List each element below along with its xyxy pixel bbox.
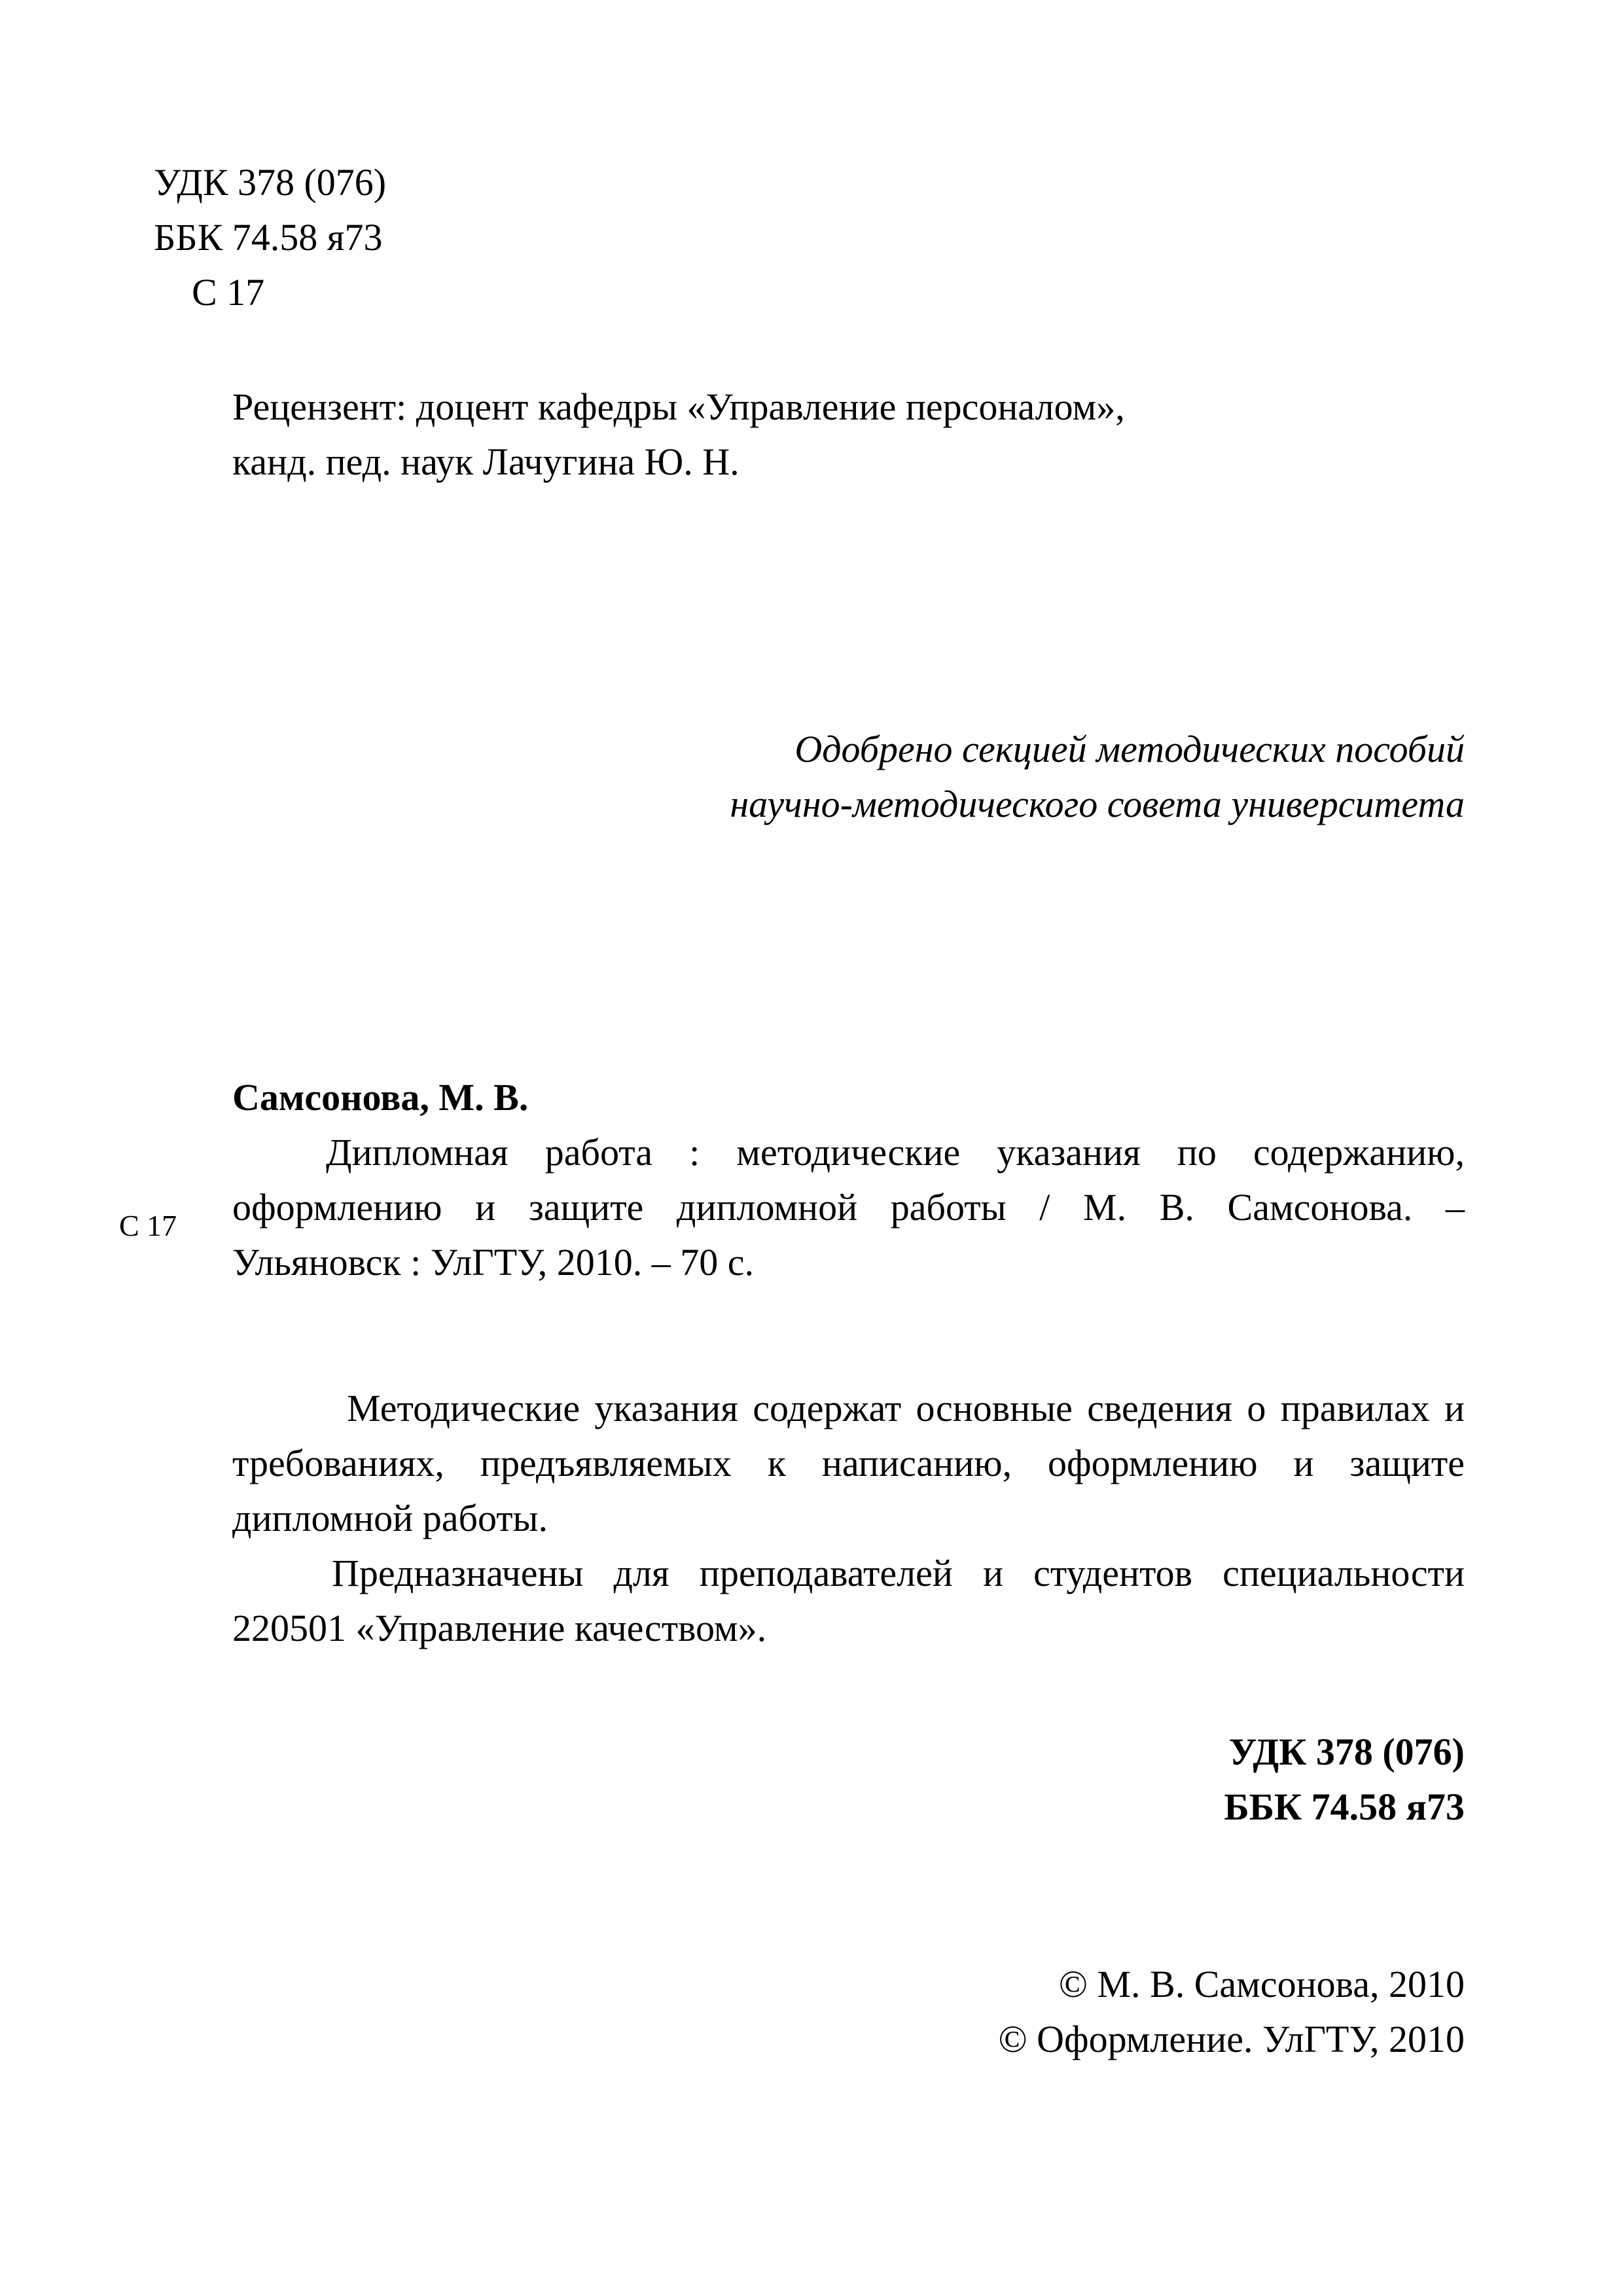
bibliographic-line-2: оформлению и защите дипломной работы / М. В. Самсонова. –	[232, 1186, 1465, 1229]
side-author-mark: С 17	[119, 1209, 177, 1242]
reviewer-line-2: канд. пед. наук Лачугина Ю. Н.	[232, 440, 740, 483]
annotation-p2-line-1: Предназначены для преподавателей и студентов специальности	[332, 1552, 1465, 1594]
bibliographic-line-3: Ульяновск : УлГТУ, 2010. – 70 с.	[232, 1241, 754, 1283]
approval-line-2: научно-методического совета университета	[730, 783, 1465, 825]
annotation-p1-line-1: Методические указания содержат основные сведения о правилах и	[347, 1387, 1465, 1429]
bbk-bottom: ББК 74.58 я73	[1224, 1785, 1465, 1828]
annotation-paragraph-1	[232, 1381, 1465, 1546]
author-heading: Самсонова, М. В.	[232, 1076, 529, 1119]
udk-top: УДК 378 (076)	[154, 161, 387, 204]
bibliographic-description	[232, 1125, 1465, 1290]
bbk-top: ББК 74.58 я73	[154, 216, 383, 259]
copyright-author: © М. В. Самсонова, 2010	[1058, 1963, 1465, 2005]
copyright-design: © Оформление. УлГТУ, 2010	[998, 2018, 1465, 2060]
udk-bottom: УДК 378 (076)	[1228, 1731, 1465, 1773]
reviewer-line-1: Рецензент: доцент кафедры «Управление персоналом»,	[232, 386, 1125, 428]
approval-line-1: Одобрено секцией методических пособий	[794, 728, 1465, 770]
annotation-p1-line-3: дипломной работы.	[232, 1497, 548, 1539]
annotation-p1-line-2: требованиях, предъявляемых к написанию, оформлению и защите	[232, 1442, 1465, 1484]
author-mark-top: С 17	[192, 271, 265, 314]
bibliographic-line-1: Дипломная работа : методические указания по содержанию,	[326, 1131, 1465, 1174]
annotation-p2-line-2: 220501 «Управление качеством».	[232, 1607, 767, 1649]
annotation-paragraph-2	[232, 1546, 1465, 1656]
